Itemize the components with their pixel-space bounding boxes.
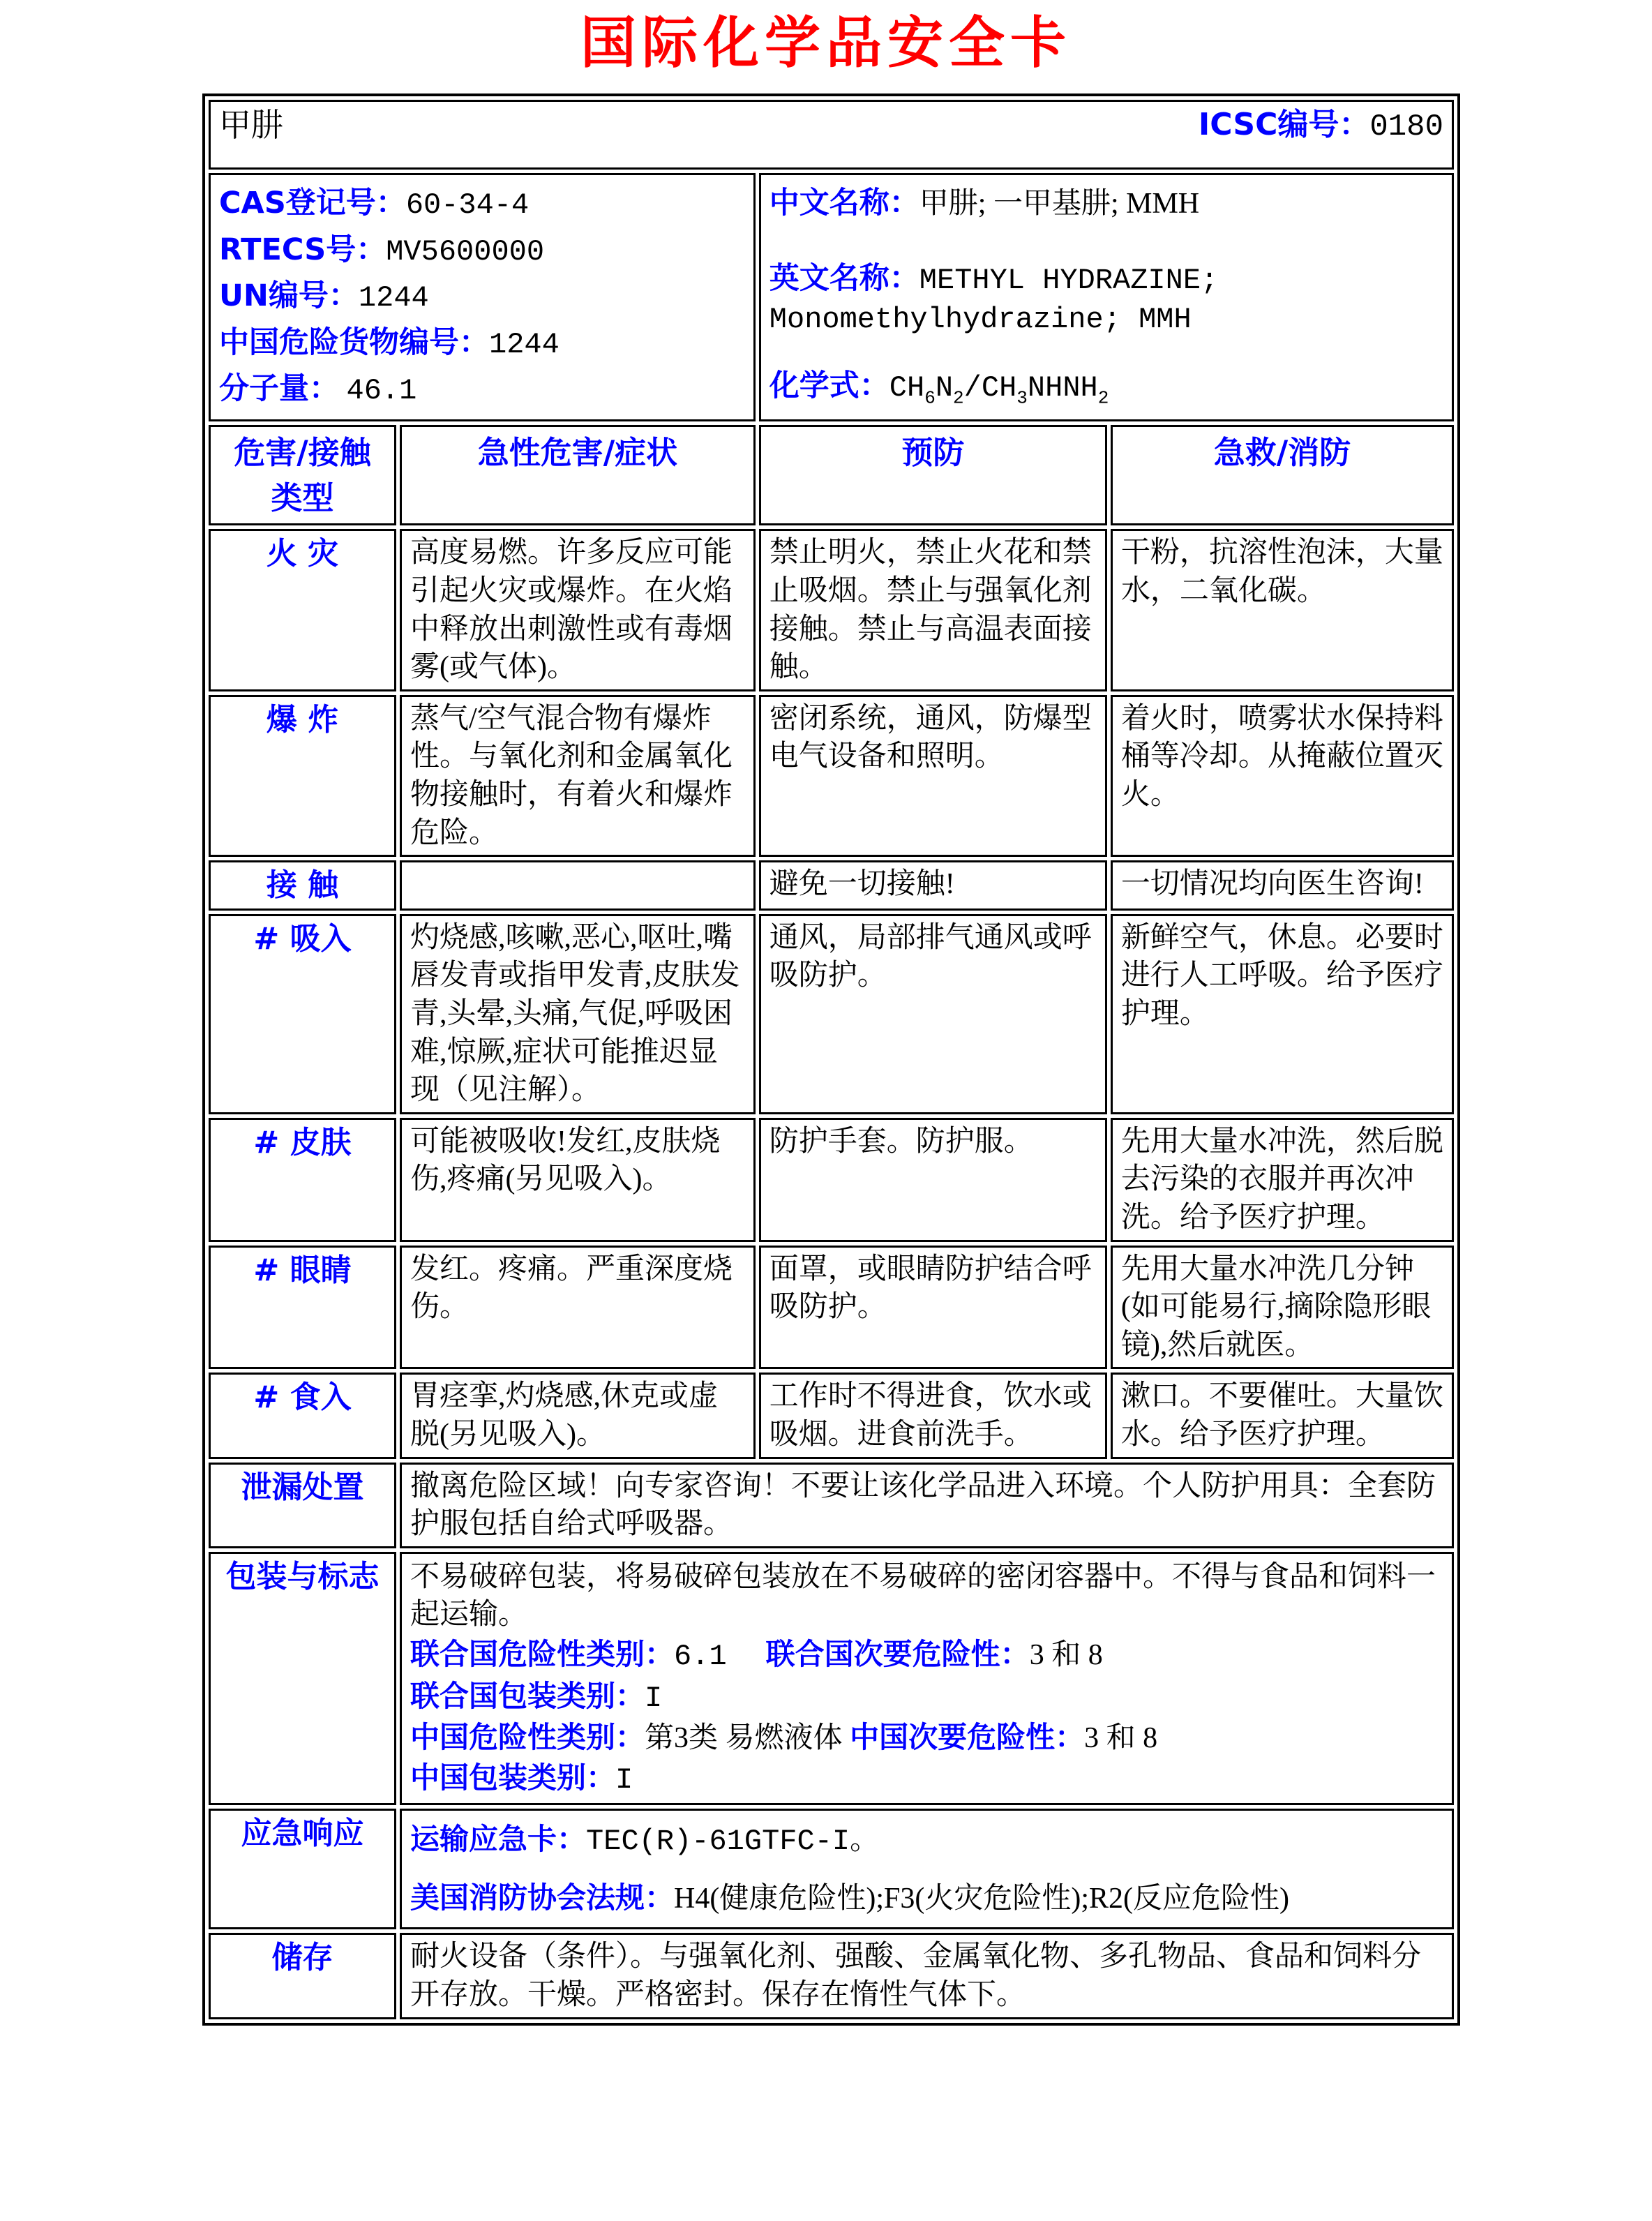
skin-type-cell: # 皮肤 [209, 1118, 396, 1242]
cn-subsidiary-risk-label: 中国次要危险性： [850, 1720, 1085, 1755]
formula-value: $CH_6N_2/CH_3NHNH_2$ [889, 371, 1109, 409]
cn-hazard-class-value: 第3类 易燃液体 [645, 1722, 843, 1755]
rtecs-label: RTECS号： [219, 232, 386, 267]
exposure-symptom-cell [400, 860, 756, 911]
ingestion-symptom-cell: 胃痉挛,灼烧感,休克或虚脱(另见吸入)。 [400, 1373, 756, 1458]
substance-name: 甲肼 [219, 107, 283, 143]
chinese-name-label: 中文名称： [769, 186, 919, 220]
cn-hazard-class-label: 中国危险性类别： [410, 1720, 645, 1755]
cas-value: 60-34-4 [405, 188, 530, 222]
inhalation-prevention-cell: 通风，局部排气通风或呼吸防护。 [759, 914, 1107, 1114]
un-packing-group-line [410, 1677, 1443, 1718]
un-number-value: 1244 [358, 281, 429, 315]
formula-line [769, 367, 1443, 407]
fire-type-cell: 火 灾 [209, 529, 396, 691]
section-row-spill [209, 1463, 1454, 1548]
inhalation-response-cell: 新鲜空气，休息。必要时进行人工呼吸。给予医疗护理。 [1111, 914, 1454, 1114]
molecular-weight-line [219, 370, 745, 410]
explosion-prevention-cell: 密闭系统，通风，防爆型电气设备和照明。 [759, 695, 1107, 857]
emergency-label-cell: 应急响应 [209, 1809, 396, 1929]
fire-response-cell: 干粉，抗溶性泡沫，大量水，二氧化碳。 [1111, 529, 1454, 691]
identifiers-cell [209, 173, 756, 421]
english-name-value-2: Monomethylhydrazine; MMH [769, 303, 1192, 337]
tec-card-value: TEC(R)-61GTFC-I。 [586, 1825, 880, 1859]
spill-label-cell: 泄漏处置 [209, 1463, 396, 1548]
hazard-row-fire [209, 529, 1454, 691]
cas-line [219, 184, 745, 225]
fire-symptom-cell: 高度易燃。许多反应可能引起火灾或爆炸。在火焰中释放出刺激性或有毒烟雾(或气体)。 [400, 529, 756, 691]
explosion-symptom-cell: 蒸气/空气混合物有爆炸性。与氧化剂和金属氧化物接触时，有着火和爆炸危险。 [400, 695, 756, 857]
eyes-response-cell: 先用大量水冲洗几分钟(如可能易行,摘除隐形眼镜),然后就医。 [1111, 1246, 1454, 1370]
un-number-label: UN编号： [219, 278, 359, 314]
un-number-line [219, 277, 745, 317]
packaging-content-cell [400, 1552, 1454, 1806]
skin-symptom-cell: 可能被吸收!发红,皮肤烧伤,疼痛(另见吸入)。 [400, 1118, 756, 1242]
header-prevention: 预防 [759, 425, 1107, 526]
cn-subsidiary-risk-value: 3 和 8 [1084, 1722, 1158, 1755]
un-subsidiary-risk-value: 3 和 8 [1029, 1638, 1103, 1671]
formula-label: 化学式： [769, 368, 889, 404]
tec-card-label: 运输应急卡： [410, 1822, 587, 1857]
un-hazard-class-value: 6.1 [674, 1639, 727, 1673]
cn-packing-group-value: I [615, 1763, 633, 1797]
skin-response-cell: 先用大量水冲洗，然后脱去污染的衣服并再次冲洗。给予医疗护理。 [1111, 1118, 1454, 1242]
ingestion-prevention-cell: 工作时不得进食，饮水或吸烟。进食前洗手。 [759, 1373, 1107, 1458]
explosion-type-cell: 爆 炸 [209, 695, 396, 857]
molecular-weight-value: 46.1 [346, 374, 417, 408]
eyes-type-cell: # 眼睛 [209, 1246, 396, 1370]
english-name-label: 英文名称： [769, 260, 919, 296]
spill-content-cell: 撤离危险区域！向专家咨询！不要让该化学品进入环境。个人防护用具：全套防护服包括自给式呼吸器。 [400, 1463, 1454, 1548]
chinese-name-value: 甲肼; 一甲基肼; MMH [919, 188, 1200, 220]
cn-hazard-class-line [410, 1719, 1443, 1758]
nfpa-value: H4(健康危险性);F3(火灾危险性);R2(反应危险性) [674, 1882, 1290, 1915]
cn-packing-group-line [410, 1759, 1443, 1800]
table-header-row [209, 425, 1454, 526]
card-title-row [209, 100, 1454, 170]
english-name-value-1: METHYL HYDRAZINE; [919, 263, 1219, 297]
cn-dg-number-value: 1244 [489, 327, 560, 361]
rtecs-line [219, 231, 745, 271]
un-hazard-class-line [410, 1636, 1443, 1676]
exposure-response-cell: 一切情况均向医生咨询! [1111, 860, 1454, 911]
hazard-row-inhalation [209, 914, 1454, 1114]
header-acute-hazards: 急性危害/症状 [400, 425, 756, 526]
cas-label: CAS登记号： [219, 186, 406, 220]
tec-card-line [410, 1820, 1443, 1861]
storage-label-cell: 储存 [209, 1933, 396, 2019]
chinese-name-line [769, 184, 1443, 223]
hazard-row-explosion [209, 695, 1454, 857]
explosion-response-cell: 着火时，喷雾状水保持料桶等冷却。从掩蔽位置灭火。 [1111, 695, 1454, 857]
un-hazard-class-label: 联合国危险性类别： [410, 1636, 675, 1671]
eyes-prevention-cell: 面罩，或眼睛防护结合呼吸防护。 [759, 1246, 1107, 1370]
molecular-weight-label: 分子量： [219, 371, 339, 407]
hazard-row-ingestion [209, 1373, 1454, 1458]
inhalation-symptom-cell: 灼烧感,咳嗽,恶心,呕吐,嘴唇发青或指甲发青,皮肤发青,头晕,头痛,气促,呼吸困难,惊厥,症状可能推迟显现（见注解）。 [400, 914, 756, 1114]
section-row-packaging [209, 1552, 1454, 1806]
safety-card-table [202, 94, 1460, 2026]
un-subsidiary-risk-label: 联合国次要危险性： [765, 1636, 1030, 1671]
hazard-row-exposure [209, 860, 1454, 911]
ingestion-type-cell: # 食入 [209, 1373, 396, 1458]
cn-dg-number-line [219, 324, 745, 364]
nfpa-line [410, 1879, 1443, 1918]
un-packing-group-label: 联合国包装类别： [410, 1678, 645, 1713]
exposure-prevention-cell: 避免一切接触! [759, 860, 1107, 911]
storage-content-cell: 耐火设备（条件）。与强氧化剂、强酸、金属氧化物、多孔物品、食品和饲料分开存放。干燥。严格密封。保存在惰性气体下。 [400, 1933, 1454, 2019]
inhalation-type-cell: # 吸入 [209, 914, 396, 1114]
packaging-label-cell: 包装与标志 [209, 1552, 396, 1806]
section-row-emergency [209, 1809, 1454, 1929]
icsc-number [1199, 105, 1443, 147]
rtecs-value: MV5600000 [386, 234, 545, 269]
section-row-storage [209, 1933, 1454, 2019]
identity-row [209, 173, 1454, 421]
icsc-value: 0180 [1369, 110, 1443, 144]
cn-packing-group-label: 中国包装类别： [410, 1760, 616, 1795]
icsc-label: ICSC编号： [1198, 107, 1370, 142]
header-hazard-type: 危害/接触 类型 [209, 425, 396, 526]
emergency-content-cell [400, 1809, 1454, 1929]
hazard-row-eyes [209, 1246, 1454, 1370]
fire-prevention-cell: 禁止明火，禁止火花和禁止吸烟。禁止与强氧化剂接触。禁止与高温表面接触。 [759, 529, 1107, 691]
packaging-text: 不易破碎包装，将易破碎包装放在不易破碎的密闭容器中。不得与食品和饲料一起运输。 [410, 1560, 1436, 1631]
cn-dg-number-label: 中国危险货物编号： [219, 324, 489, 360]
exposure-type-cell: 接 触 [209, 860, 396, 911]
nfpa-label: 美国消防协会法规： [410, 1880, 675, 1915]
titlebar [219, 105, 1443, 165]
english-name-line [769, 260, 1443, 339]
header-firstaid-firefighting: 急救/消防 [1111, 425, 1454, 526]
eyes-symptom-cell: 发红。疼痛。严重深度烧伤。 [400, 1246, 756, 1370]
ingestion-response-cell: 漱口。不要催吐。大量饮水。给予医疗护理。 [1111, 1373, 1454, 1458]
un-packing-group-value: I [645, 1681, 663, 1715]
page-title: 国际化学品安全卡 [580, 10, 1072, 75]
names-cell [759, 173, 1454, 421]
hazard-row-skin [209, 1118, 1454, 1242]
skin-prevention-cell: 防护手套。防护服。 [759, 1118, 1107, 1242]
card-title-cell [209, 100, 1454, 170]
